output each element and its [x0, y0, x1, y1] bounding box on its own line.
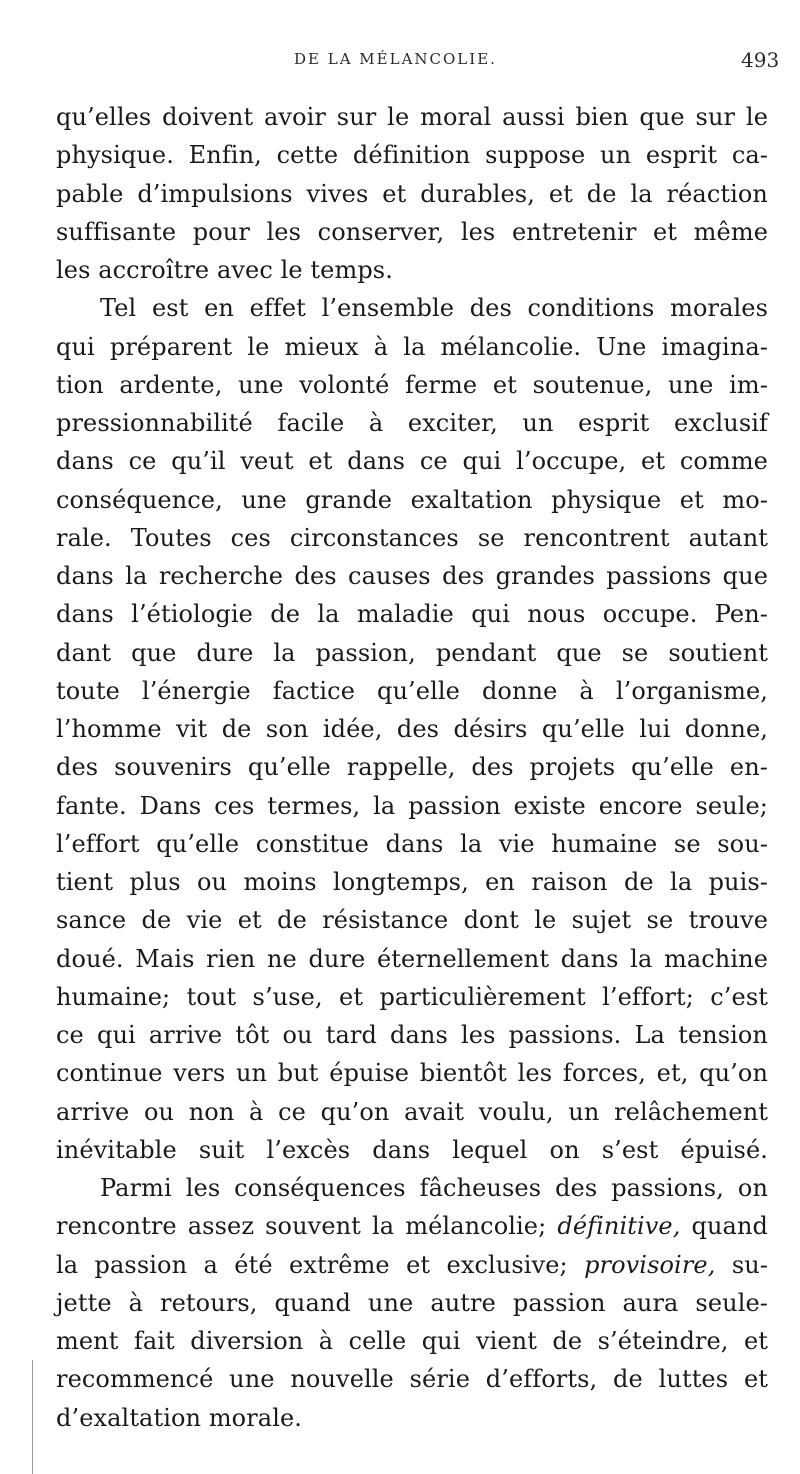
- text-segment: rencontre assez souvent la mélancolie;: [56, 1212, 547, 1241]
- italic-term-provisoire: provisoire,: [584, 1250, 716, 1279]
- page-edge-mark: [32, 1360, 33, 1474]
- text-line: qui préparent le mieux à la mélancolie. Une imagina-: [56, 332, 768, 361]
- paragraph-start-line: Parmi les conséquences fâcheuses des passions, on: [100, 1174, 768, 1202]
- text-line: ce qui arrive tôt ou tard dans les passions. La tension: [56, 1021, 768, 1049]
- text-line: suffisante pour les conserver, les entretenir et même: [56, 217, 768, 246]
- text-line: humaine; tout s’use, et particulièrement l’effort; c’est: [56, 982, 768, 1011]
- text-line: qu’elles doivent avoir sur le moral aussi bien que sur le: [56, 103, 768, 131]
- text-segment: su-: [731, 1250, 768, 1279]
- text-line: physique. Enfin, cette définition suppose un esprit ca-: [56, 141, 768, 170]
- text-body: [56, 98, 768, 1437]
- italic-term-definitive: définitive,: [557, 1212, 681, 1241]
- text-line: tient plus ou moins longtemps, en raison de la puis-: [56, 868, 768, 896]
- text-line-mixed: [56, 1207, 768, 1245]
- text-line: pable d’impulsions vives et durables, et de la réaction: [56, 179, 768, 208]
- text-line: recommencé une nouvelle série d’efforts, de luttes et: [56, 1365, 768, 1394]
- text-line: l’homme vit de son idée, des désirs qu’elle lui donne,: [56, 715, 768, 743]
- text-line: dans la recherche des causes des grandes passions que: [56, 562, 768, 590]
- text-line: des souvenirs qu’elle rappelle, des projets qu’elle en-: [56, 753, 768, 782]
- text-line: les accroître avec le temps.: [56, 256, 393, 284]
- running-title: DE LA MÉLANCOLIE.: [294, 50, 497, 68]
- text-line: toute l’énergie factice qu’elle donne à l’organisme,: [56, 676, 768, 705]
- text-line: inévitable suit l’excès dans lequel on s’est épuisé.: [56, 1135, 768, 1164]
- text-line: l’effort qu’elle constitue dans la vie humaine se sou-: [56, 829, 768, 858]
- text-line: rale. Toutes ces circonstances se rencontrent autant: [56, 523, 768, 552]
- text-line: arrive ou non à ce qu’on avait voulu, un relâchement: [56, 1097, 768, 1126]
- page-number: 493: [741, 48, 780, 72]
- text-segment: quand: [691, 1212, 768, 1241]
- text-line: conséquence, une grande exaltation physique et mo-: [56, 485, 768, 514]
- text-line: dans ce qu’il veut et dans ce qui l’occupe, et comme: [56, 447, 768, 476]
- text-line: dant que dure la passion, pendant que se soutient: [56, 638, 768, 667]
- text-line: doué. Mais rien ne dure éternellement dans la machine: [56, 944, 768, 973]
- text-line: sance de vie et de résistance dont le sujet se trouve: [56, 906, 768, 935]
- text-line: d’exaltation morale.: [56, 1403, 303, 1432]
- text-line: continue vers un but épuise bientôt les forces, et, qu’on: [56, 1059, 768, 1088]
- text-segment: la passion a été extrême et exclusive;: [56, 1250, 568, 1279]
- text-line: jette à retours, quand une autre passion aura seule-: [56, 1288, 768, 1317]
- text-line: pressionnabilité facile à exciter, un esprit exclusif: [56, 409, 768, 437]
- running-head: [0, 40, 800, 74]
- text-line: ment fait diversion à celle qui vient de s’éteindre, et: [56, 1327, 768, 1355]
- text-line: tion ardente, une volonté ferme et soutenue, une im-: [56, 370, 768, 399]
- text-line: dans l’étiologie de la maladie qui nous occupe. Pen-: [56, 600, 768, 629]
- paragraph-start-line: Tel est en effet l’ensemble des conditions morales: [100, 294, 768, 323]
- text-line-mixed: [56, 1246, 768, 1284]
- text-line: fante. Dans ces termes, la passion existe encore seule;: [56, 791, 768, 820]
